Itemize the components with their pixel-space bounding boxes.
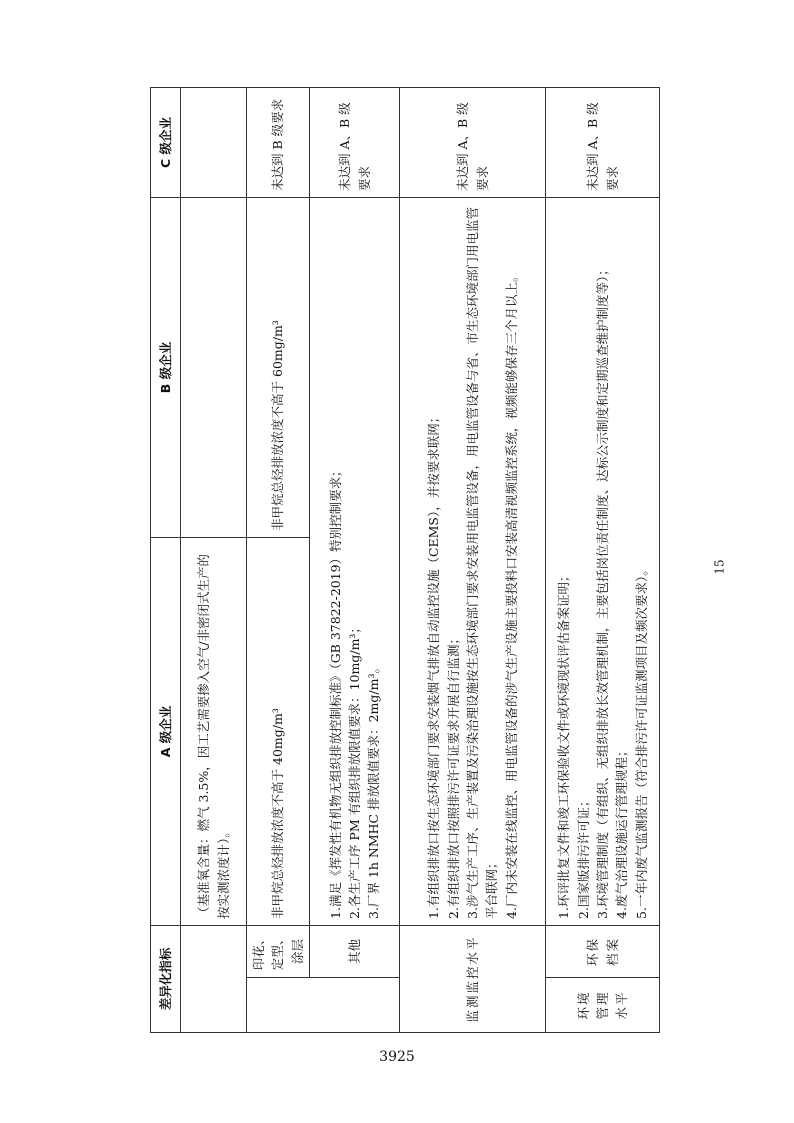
other-c-requirement: 未达到 A、B 级要求 [310,87,400,197]
printing-a-requirement: 非甲烷总烃排放浓度不高于 40mg/m³ [247,537,310,925]
cont-b-cell [181,197,247,537]
environment-subcategory: 环保档案 [546,925,660,977]
outer-page-number: 3925 [379,1049,415,1065]
emission-standards-table [150,87,660,1033]
header-a-level: A 级企业 [151,537,181,925]
cont-a-cell: （基准氧含量：燃气 3.5%，因工艺需要掺入空气/非密闭式生产的按实测浓度计）。 [181,537,247,925]
table-row-printing [247,87,310,1032]
other-line-1: 1.满足《挥发性有机物无组织排放控制标准》（GB 37822-2019）特别控制要求； [327,464,343,919]
printing-c-requirement: 未达到 B 级要求 [247,87,310,197]
table-row-continued [181,87,247,1032]
monitoring-line-4: 4.厂内未安装在线监控、用电监管设备的涉气生产设施主要投料口安装高清视频监控系统，视频能够保存三个月以上。 [503,269,519,919]
environment-category: 环境管理水平 [546,978,660,1033]
cont-category-cell [181,925,247,1032]
other-ab-requirements [310,197,400,925]
table-row-monitoring [400,87,546,1032]
environment-line-2: 2.国家版排污许可证； [575,794,591,919]
environment-c-requirement: 未达到 A、B 级要求 [546,87,660,197]
other-line-3: 3.厂界 1h NMHC 排放限值要求：2mg/m³。 [366,661,382,919]
other-subcategory: 其他 [310,925,400,977]
monitoring-line-3: 3.涉气生产工序、生产装置及污染治理设施按生态环境部门要求安装用电监管设备，用电监管设备与省、市生态环境部门用电监管平台联网； [464,207,500,919]
printing-b-requirement: 非甲烷总烃排放浓度不高于 60mg/m³ [247,197,310,537]
monitoring-line-2: 2.有组织排放口按照排污许可证要求开展自行监测； [445,632,461,919]
rotated-table-region [150,88,656,1033]
monitoring-c-requirement: 未达到 A、B 级要求 [400,87,546,197]
table-row-environment [546,87,660,1032]
other-line-2: 2.各生产工序 PM 有组织排放限值要求：10mg/m³； [346,621,362,919]
header-b-level: B 级企业 [151,197,181,537]
header-c-level: C 级企业 [151,87,181,197]
monitoring-line-1: 1.有组织排放口按生态环境部门要求安装烟气排放自动监控设施（CEMS），并按要求联网； [426,410,442,919]
inner-page-number: 15 [712,559,727,575]
cont-c-cell [181,87,247,197]
environment-line-3: 3.环境管理制度（有组织、无组织排放长效管理机制，主要包括岗位责任制度、达标公示制度和定期巡查维护制度等）； [594,263,610,919]
table-row-other [310,87,400,1032]
header-row [151,87,181,1032]
environment-ab-requirements [546,197,660,925]
environment-line-4: 4.废气治理设施运行管理规程； [614,744,630,919]
cont-category-spacer [247,978,400,1033]
header-category: 差异化指标 [151,925,181,1032]
monitoring-category: 监测监控水平 [400,925,546,1032]
printing-subcategory: 印花、定型、涂层 [247,925,310,977]
environment-line-5: 5.一年内废气监测报告（符合排污许可证监测项目及频次要求）。 [633,563,649,919]
environment-line-1: 1.环评批复文件和竣工环保验收文件或环境现状评估备案证明； [556,569,572,919]
monitoring-ab-requirements [400,197,546,925]
